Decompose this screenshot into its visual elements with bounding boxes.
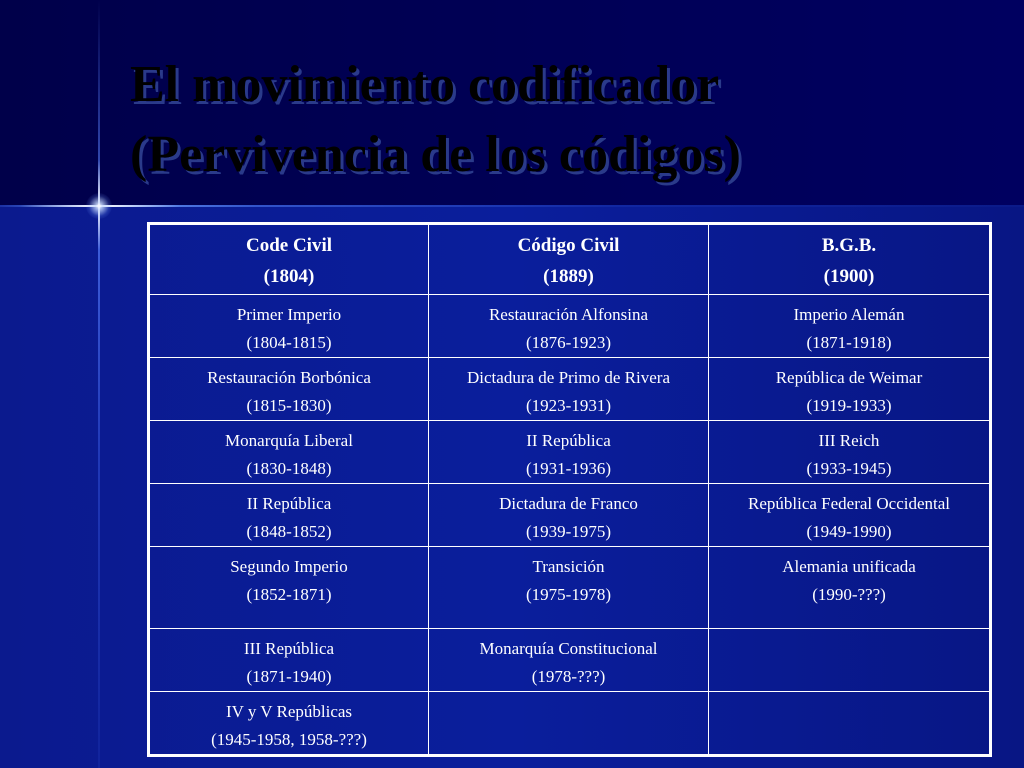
table-cell — [429, 629, 709, 692]
table-cell — [149, 692, 429, 756]
regime-period: (1923-1931) — [526, 396, 611, 415]
regime-name: II República — [246, 494, 332, 513]
table-row — [149, 629, 991, 692]
table-cell — [709, 547, 991, 629]
table-cell — [709, 421, 991, 484]
slide-title — [130, 50, 990, 190]
regime-name: Segundo Imperio — [230, 557, 348, 576]
regime-period: (1871-1940) — [246, 667, 332, 686]
table-row — [149, 547, 991, 629]
header-code-name: Code Civil — [245, 235, 333, 256]
regime-name: III República — [243, 639, 335, 658]
regime-period: (1949-1990) — [806, 522, 892, 541]
regime-name: IV y V Repúblicas — [225, 702, 353, 721]
header-code-name: Código Civil — [517, 235, 620, 256]
table-cell — [149, 629, 429, 692]
table-cell-empty — [709, 692, 991, 756]
header-cell-codigo-civil — [429, 224, 709, 295]
table-row — [149, 358, 991, 421]
table-cell — [149, 484, 429, 547]
regime-period: (1815-1830) — [246, 396, 332, 415]
table-cell — [709, 358, 991, 421]
regime-name: Monarquía Liberal — [225, 431, 353, 450]
regime-name: II República — [526, 431, 611, 450]
table-cell — [149, 295, 429, 358]
table-cell — [429, 358, 709, 421]
regime-period: (1939-1975) — [526, 522, 611, 541]
table-cell-empty — [429, 692, 709, 756]
table-row — [149, 421, 991, 484]
table-header-row — [149, 224, 991, 295]
regime-period: (1830-1848) — [246, 459, 332, 478]
regime-name: Restauración Borbónica — [207, 368, 371, 387]
table-row — [149, 484, 991, 547]
regime-name: Imperio Alemán — [793, 305, 905, 324]
regime-name: III Reich — [818, 431, 880, 450]
table-cell — [429, 484, 709, 547]
regime-name: Transición — [532, 557, 605, 576]
table-cell — [149, 358, 429, 421]
sparkle-icon — [86, 193, 112, 219]
codes-table-container — [147, 222, 989, 752]
table-cell-empty — [709, 629, 991, 692]
header-code-name: B.G.B. — [821, 235, 877, 256]
regime-period: (1804-1815) — [246, 333, 332, 352]
codes-table — [147, 222, 992, 757]
regime-name: Dictadura de Franco — [499, 494, 638, 513]
table-row — [149, 295, 991, 358]
header-code-year: (1900) — [823, 266, 875, 287]
regime-period: (1975-1978) — [526, 585, 611, 604]
slide-title-line-2: (Pervivencia de los códigos) — [130, 126, 741, 183]
regime-period: (1978-???) — [531, 667, 606, 686]
regime-name: Monarquía Constitucional — [479, 639, 658, 658]
table-cell — [429, 421, 709, 484]
slide-title-line-1: El movimiento codificador — [130, 56, 720, 113]
header-cell-code-civil — [149, 224, 429, 295]
table-cell — [709, 484, 991, 547]
table-row — [149, 692, 991, 756]
regime-name: Primer Imperio — [236, 305, 342, 324]
regime-period: (1990-???) — [812, 585, 886, 604]
table-cell — [429, 295, 709, 358]
regime-period: (1945-1958, 1958-???) — [211, 730, 367, 749]
regime-period: (1871-1918) — [806, 333, 892, 352]
regime-name: República de Weimar — [775, 368, 923, 387]
table-cell — [429, 547, 709, 629]
regime-period: (1931-1936) — [526, 459, 611, 478]
header-code-year: (1889) — [543, 266, 594, 287]
regime-period: (1852-1871) — [246, 585, 332, 604]
regime-period: (1848-1852) — [246, 522, 332, 541]
header-cell-bgb — [709, 224, 991, 295]
decorative-vertical-line — [98, 0, 100, 768]
regime-period: (1933-1945) — [806, 459, 892, 478]
table-cell — [149, 421, 429, 484]
regime-name: Dictadura de Primo de Rivera — [467, 368, 670, 387]
table-cell — [709, 295, 991, 358]
header-code-year: (1804) — [263, 266, 315, 287]
table-cell — [149, 547, 429, 629]
regime-name: Restauración Alfonsina — [488, 305, 649, 324]
regime-period: (1919-1933) — [806, 396, 892, 415]
regime-name: República Federal Occidental — [747, 494, 951, 513]
regime-name: Alemania unificada — [782, 557, 916, 576]
regime-period: (1876-1923) — [526, 333, 611, 352]
